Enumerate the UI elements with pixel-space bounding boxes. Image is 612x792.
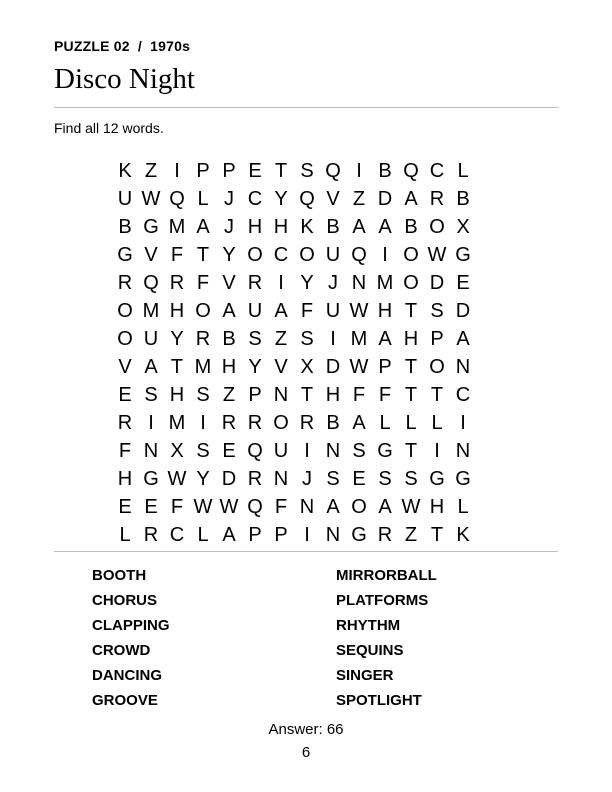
grid-cell: Z — [144, 160, 158, 182]
grid-cell: G — [143, 216, 159, 238]
grid-cell: C — [455, 384, 471, 406]
grid-cell: A — [222, 300, 236, 322]
grid-cell: R — [299, 412, 315, 434]
grid-cell: Y — [222, 244, 236, 266]
grid-cell: Q — [169, 188, 185, 210]
grid-cell: A — [196, 216, 210, 238]
grid-cell: Y — [248, 356, 262, 378]
grid-cell: C — [429, 160, 445, 182]
grid-cell: E — [144, 496, 158, 518]
word-list-item: PLATFORMS — [336, 592, 429, 609]
grid-cell: H — [169, 384, 185, 406]
word-list-item: SINGER — [336, 667, 394, 684]
grid-cell: O — [403, 244, 419, 266]
grid-cell: G — [429, 468, 445, 490]
grid-cell: W — [349, 356, 369, 378]
grid-cell: V — [118, 356, 132, 378]
page-title: Disco Night — [54, 63, 195, 95]
grid-cell: L — [405, 412, 417, 434]
grid-cell: A — [378, 496, 392, 518]
grid-cell: Y — [274, 188, 288, 210]
grid-cell: A — [326, 496, 340, 518]
grid-cell: D — [429, 272, 445, 294]
word-list-item: RHYTHM — [336, 617, 401, 634]
grid-cell: R — [143, 524, 159, 546]
grid-cell: M — [168, 412, 186, 434]
grid-cell: E — [118, 384, 132, 406]
grid-cell: H — [273, 216, 289, 238]
grid-cell: Q — [403, 160, 419, 182]
grid-cell: I — [200, 412, 206, 434]
grid-cell: I — [460, 412, 466, 434]
grid-cell: W — [401, 496, 421, 518]
grid-cell: T — [404, 440, 418, 462]
grid-cell: T — [430, 384, 444, 406]
grid-cell: R — [377, 524, 393, 546]
grid-cell: O — [429, 216, 445, 238]
grid-cell: B — [118, 216, 132, 238]
grid-cell: M — [376, 272, 394, 294]
grid-cell: Z — [222, 384, 236, 406]
grid-cell: O — [299, 244, 315, 266]
grid-cell: E — [456, 272, 470, 294]
grid-cell: E — [352, 468, 366, 490]
grid-cell: N — [455, 440, 471, 462]
grid-cell: H — [429, 496, 445, 518]
grid-cell: P — [222, 160, 236, 182]
grid-cell: F — [196, 272, 210, 294]
grid-cell: G — [351, 524, 367, 546]
grid-cell: H — [325, 384, 341, 406]
grid-cell: R — [247, 412, 263, 434]
word-list-item: MIRRORBALL — [336, 567, 437, 584]
grid-cell: G — [455, 468, 471, 490]
grid-cell: Z — [274, 328, 288, 350]
grid-cell: H — [221, 356, 237, 378]
grid-cell: S — [196, 440, 210, 462]
grid-cell: B — [378, 160, 392, 182]
grid-cell: V — [144, 244, 158, 266]
grid-cell: S — [404, 468, 418, 490]
grid-cell: B — [404, 216, 418, 238]
grid-cell: U — [325, 300, 341, 322]
grid-cell: M — [350, 328, 368, 350]
grid-cell: D — [221, 468, 237, 490]
grid-cell: N — [455, 356, 471, 378]
grid-cell: F — [352, 384, 366, 406]
grid-cell: R — [195, 328, 211, 350]
grid-cell: Y — [196, 468, 210, 490]
grid-cell: I — [356, 160, 362, 182]
grid-cell: F — [170, 244, 184, 266]
grid-cell: V — [222, 272, 236, 294]
word-list-item: CLAPPING — [92, 617, 170, 634]
grid-cell: N — [325, 440, 341, 462]
grid-cell: N — [273, 468, 289, 490]
grid-cell: X — [456, 216, 470, 238]
grid-cell: V — [274, 356, 288, 378]
grid-cell: K — [456, 524, 470, 546]
grid-cell: J — [224, 188, 234, 210]
grid-cell: F — [170, 496, 184, 518]
grid-cell: N — [325, 524, 341, 546]
grid-cell: I — [434, 440, 440, 462]
grid-cell: D — [377, 188, 393, 210]
grid-cell: Z — [404, 524, 418, 546]
grid-cell: B — [222, 328, 236, 350]
grid-cell: W — [219, 496, 239, 518]
grid-cell: H — [117, 468, 133, 490]
grid-cell: Z — [352, 188, 366, 210]
grid-cell: A — [352, 412, 366, 434]
grid-cell: Y — [300, 272, 314, 294]
grid-cell: L — [197, 188, 209, 210]
grid-cell: W — [427, 244, 447, 266]
page-number: 6 — [301, 744, 311, 761]
grid-cell: S — [144, 384, 158, 406]
grid-cell: T — [404, 384, 418, 406]
grid-cell: H — [377, 300, 393, 322]
grid-cell: V — [326, 188, 340, 210]
grid-cell: A — [274, 300, 288, 322]
grid-cell: X — [300, 356, 314, 378]
grid-cell: H — [247, 216, 263, 238]
grid-cell: R — [429, 188, 445, 210]
grid-cell: J — [328, 272, 338, 294]
grid-cell: L — [457, 496, 469, 518]
grid-cell: E — [248, 160, 262, 182]
grid-cell: F — [378, 384, 392, 406]
grid-cell: L — [119, 524, 131, 546]
grid-cell: O — [247, 244, 263, 266]
grid-cell: P — [378, 356, 392, 378]
grid-cell: I — [148, 412, 154, 434]
grid-cell: A — [404, 188, 418, 210]
grid-cell: Q — [247, 496, 263, 518]
grid-cell: H — [403, 328, 419, 350]
grid-cell: O — [403, 272, 419, 294]
grid-cell: N — [273, 384, 289, 406]
grid-cell: S — [378, 468, 392, 490]
grid-cell: G — [377, 440, 393, 462]
grid-cell: J — [302, 468, 312, 490]
grid-cell: L — [197, 524, 209, 546]
grid-cell: A — [378, 216, 392, 238]
grid-cell: I — [382, 244, 388, 266]
grid-cell: I — [304, 440, 310, 462]
grid-cell: Y — [170, 328, 184, 350]
grid-cell: B — [326, 412, 340, 434]
word-list-item: CROWD — [92, 642, 151, 659]
grid-cell: D — [455, 300, 471, 322]
grid-cell: S — [196, 384, 210, 406]
grid-cell: A — [144, 356, 158, 378]
grid-cell: O — [429, 356, 445, 378]
grid-cell: K — [118, 160, 132, 182]
grid-cell: R — [117, 272, 133, 294]
grid-cell: L — [431, 412, 443, 434]
grid-cell: B — [326, 216, 340, 238]
grid-divider — [54, 551, 558, 552]
grid-cell: A — [456, 328, 470, 350]
word-list-item: SPOTLIGHT — [336, 692, 422, 709]
grid-cell: G — [117, 244, 133, 266]
grid-cell: I — [330, 328, 336, 350]
grid-cell: R — [247, 272, 263, 294]
word-list-item: DANCING — [92, 667, 162, 684]
word-list-item: SEQUINS — [336, 642, 404, 659]
grid-cell: S — [326, 468, 340, 490]
grid-cell: O — [117, 328, 133, 350]
grid-cell: L — [457, 160, 469, 182]
grid-cell: J — [224, 216, 234, 238]
grid-cell: A — [352, 216, 366, 238]
grid-cell: U — [325, 244, 341, 266]
grid-cell: S — [352, 440, 366, 462]
grid-cell: B — [456, 188, 470, 210]
grid-cell: T — [404, 356, 418, 378]
grid-cell: R — [117, 412, 133, 434]
grid-cell: L — [379, 412, 391, 434]
grid-cell: W — [141, 188, 161, 210]
grid-cell: U — [117, 188, 133, 210]
word-list — [92, 563, 532, 713]
grid-cell: S — [430, 300, 444, 322]
word-list-item: GROOVE — [92, 692, 158, 709]
grid-cell: P — [274, 524, 288, 546]
grid-cell: N — [143, 440, 159, 462]
grid-cell: Q — [299, 188, 315, 210]
grid-cell: S — [300, 160, 314, 182]
grid-cell: O — [117, 300, 133, 322]
grid-cell: P — [248, 384, 262, 406]
grid-cell: O — [273, 412, 289, 434]
grid-cell: N — [299, 496, 315, 518]
grid-cell: Q — [247, 440, 263, 462]
grid-cell: M — [142, 300, 160, 322]
grid-cell: P — [248, 524, 262, 546]
grid-cell: Q — [143, 272, 159, 294]
grid-cell: T — [430, 524, 444, 546]
grid-cell: C — [169, 524, 185, 546]
grid-cell: M — [168, 216, 186, 238]
grid-cell: A — [378, 328, 392, 350]
letter-grid — [112, 157, 476, 549]
grid-cell: G — [455, 244, 471, 266]
grid-cell: Q — [351, 244, 367, 266]
header — [54, 36, 558, 96]
grid-cell: W — [193, 496, 213, 518]
grid-cell: P — [430, 328, 444, 350]
grid-cell: T — [196, 244, 210, 266]
grid-cell: X — [170, 440, 184, 462]
word-list-item: BOOTH — [92, 567, 147, 584]
grid-cell: E — [118, 496, 132, 518]
grid-cell: T — [300, 384, 314, 406]
top-divider — [54, 107, 558, 108]
grid-cell: S — [248, 328, 262, 350]
grid-cell: W — [167, 468, 187, 490]
grid-cell: R — [169, 272, 185, 294]
grid-cell: Q — [325, 160, 341, 182]
grid-cell: T — [404, 300, 418, 322]
grid-cell: T — [170, 356, 184, 378]
grid-cell: F — [118, 440, 132, 462]
grid-cell: M — [194, 356, 212, 378]
instructions: Find all 12 words. — [54, 120, 164, 136]
grid-cell: T — [274, 160, 288, 182]
grid-cell: G — [143, 468, 159, 490]
grid-cell: O — [195, 300, 211, 322]
grid-cell: R — [247, 468, 263, 490]
grid-cell: A — [222, 524, 236, 546]
grid-cell: E — [222, 440, 236, 462]
grid-cell: C — [273, 244, 289, 266]
grid-cell: H — [169, 300, 185, 322]
grid-cell: F — [300, 300, 314, 322]
grid-cell: D — [325, 356, 341, 378]
grid-cell: C — [247, 188, 263, 210]
grid-cell: P — [196, 160, 210, 182]
word-list-item: CHORUS — [92, 592, 158, 609]
grid-cell: U — [247, 300, 263, 322]
grid-cell: K — [300, 216, 314, 238]
grid-cell: F — [274, 496, 288, 518]
grid-cell: I — [278, 272, 284, 294]
grid-cell: U — [273, 440, 289, 462]
grid-cell: O — [351, 496, 367, 518]
grid-cell: U — [143, 328, 159, 350]
grid-cell: N — [351, 272, 367, 294]
grid-cell: R — [221, 412, 237, 434]
grid-cell: S — [300, 328, 314, 350]
answer-text: Answer: 66 — [268, 721, 344, 738]
grid-cell: I — [304, 524, 310, 546]
puzzle-label: PUZZLE 02 / 1970s — [54, 38, 191, 54]
grid-cell: W — [349, 300, 369, 322]
grid-cell: I — [174, 160, 180, 182]
